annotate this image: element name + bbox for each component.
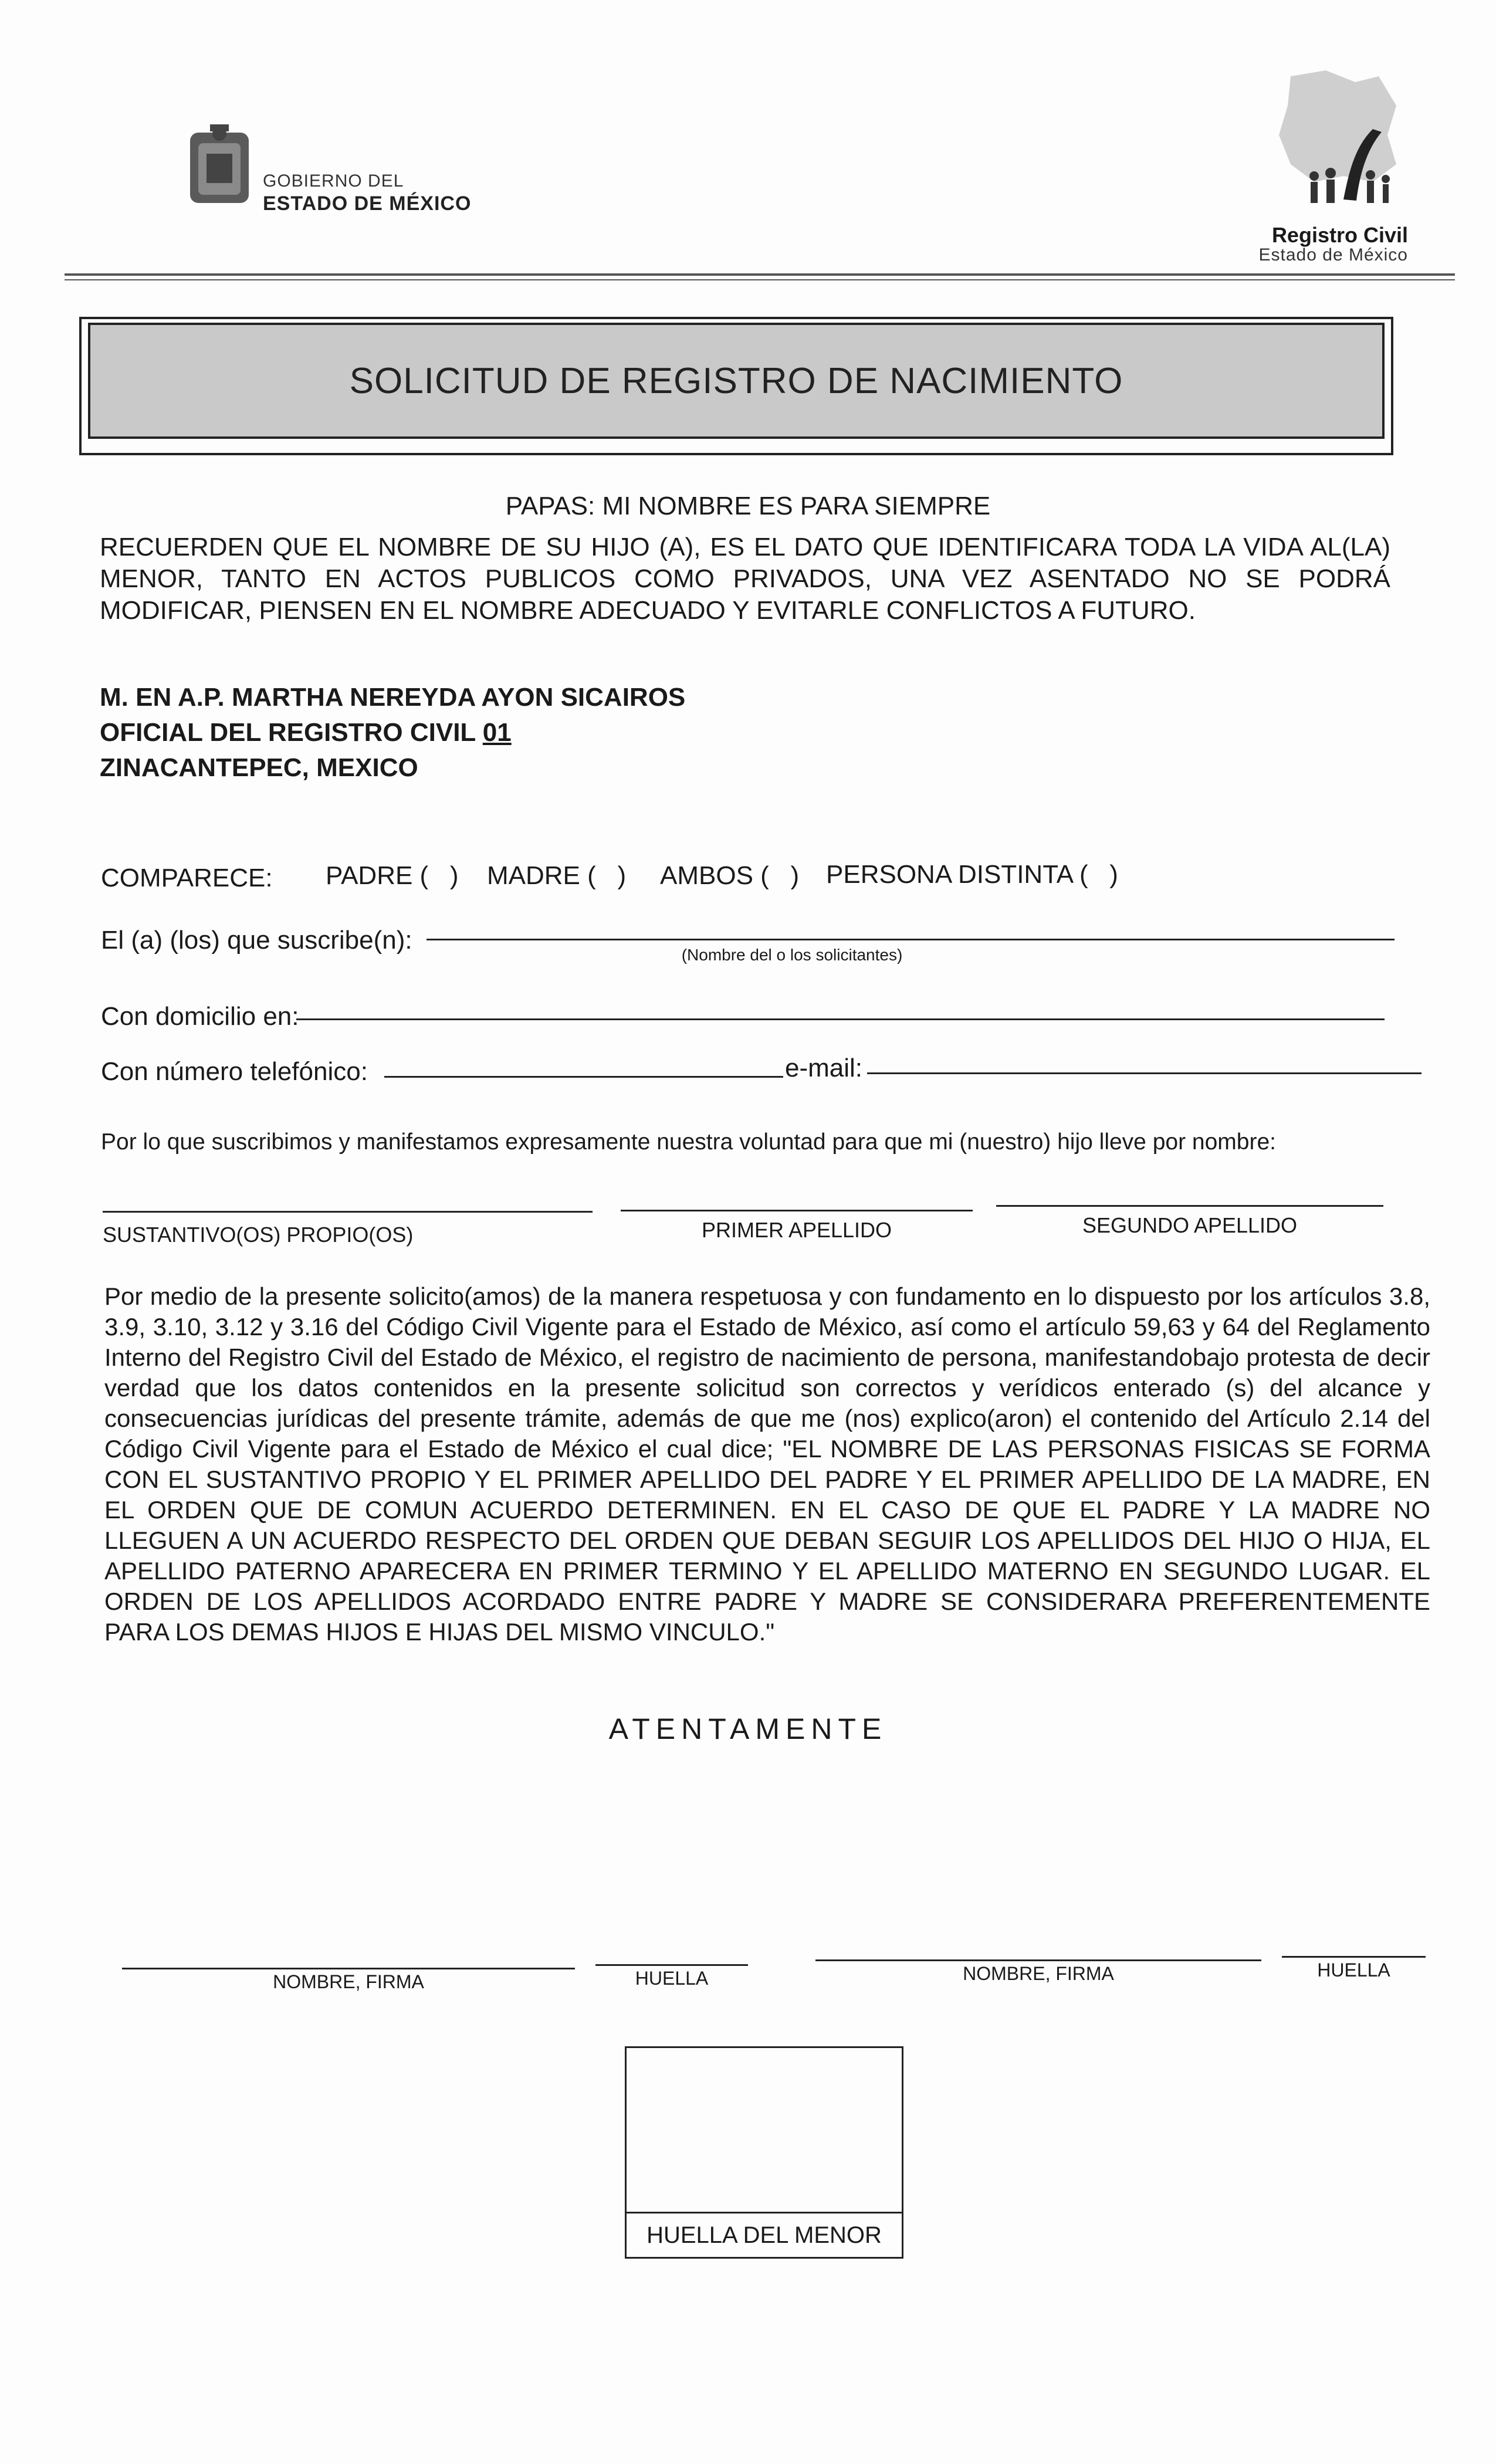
government-label-line2: ESTADO DE MÉXICO xyxy=(263,192,472,215)
signature-line-1[interactable] xyxy=(122,1968,575,1969)
signature-caption-1: NOMBRE, FIRMA xyxy=(273,1971,424,1992)
domicilio-input[interactable] xyxy=(296,1018,1385,1020)
registro-civil-logo-icon xyxy=(1255,65,1402,223)
email-input[interactable] xyxy=(867,1072,1421,1074)
minor-fingerprint-box[interactable] xyxy=(625,2046,903,2259)
official-location: ZINACANTEPEC, MEXICO xyxy=(100,753,418,782)
second-surname-caption: SEGUNDO APELLIDO xyxy=(1082,1213,1298,1237)
notice-body: RECUERDEN QUE EL NOMBRE DE SU HIJO (A), ES EL DATO QUE IDENTIFICARA TODA LA VIDA AL(LA) MENOR, TANTO EN ACTOS PUBLICOS COMO PRIVADOS, UNA VEZ ASENTADO NO SE PODRÁ MODIFICAR, PIENSEN EN EL NOMBRE ADECUADO Y EVITARLE CONFLICTOS A FUTURO. xyxy=(100,533,1390,625)
option-persona-distinta[interactable]: PERSONA DISTINTA ( ) xyxy=(826,860,1118,889)
state-seal-icon xyxy=(187,124,252,207)
email-label: e-mail: xyxy=(785,1054,863,1082)
official-title-text: OFICIAL DEL REGISTRO CIVIL xyxy=(100,718,483,747)
suscribe-caption: (Nombre del o los solicitantes) xyxy=(681,946,903,964)
registry-state: Estado de México xyxy=(1258,245,1408,265)
option-ambos[interactable]: AMBOS ( ) xyxy=(660,861,800,890)
option-madre[interactable]: MADRE ( ) xyxy=(487,861,627,890)
government-label-line1: GOBIERNO DEL xyxy=(263,171,404,191)
closing-text: ATENTAMENTE xyxy=(608,1712,888,1745)
first-surname-input[interactable] xyxy=(621,1210,973,1211)
given-name-input[interactable] xyxy=(103,1211,593,1213)
official-title xyxy=(100,717,1273,749)
fingerprint-line-1[interactable] xyxy=(595,1964,748,1966)
fingerprint-caption-2: HUELLA xyxy=(1317,1959,1390,1981)
office-number: 01 xyxy=(482,718,512,747)
declaration-text: Por lo que suscribimos y manifestamos expresamente nuestra voluntad para que mi (nuestro) hijo lleve por nombre: xyxy=(101,1129,1276,1155)
header-divider-thin xyxy=(65,279,1455,280)
suscribe-input[interactable] xyxy=(427,939,1395,940)
suscribe-label: El (a) (los) que suscribe(n): xyxy=(101,926,412,955)
registry-name: Registro Civil xyxy=(1271,223,1408,247)
official-name: M. EN A.P. MARTHA NEREYDA AYON SICAIROS xyxy=(100,683,686,712)
given-name-caption: SUSTANTIVO(OS) PROPIO(OS) xyxy=(103,1223,414,1247)
signature-caption-2: NOMBRE, FIRMA xyxy=(963,1963,1114,1984)
comparece-label: COMPARECE: xyxy=(101,864,273,892)
title-box xyxy=(88,323,1385,439)
fingerprint-line-2[interactable] xyxy=(1282,1956,1426,1958)
header-divider xyxy=(65,273,1455,276)
form-title: SOLICITUD DE REGISTRO DE NACIMIENTO xyxy=(349,360,1123,401)
legal-text: Por medio de la presente solicito(amos) de la manera respetuosa y con fundamento en lo dispuesto por los artículos 3.8, 3.9, 3.10, 3.12 y 3.16 del Código Civil Vigente para el Estado de México, así como el artículo 59,63 y 64 del Reglamento Interno del Registro Civil del Estado de México, el registro de nacimiento de persona, manifestandobajo protesta de decir verdad que los datos contenidos en la presente solicitud son correctos y verídicos enterado (s) del alcance y consecuencias jurídicas del presente trámite, además de que me (nos) explico(aron) el contenido del Artículo 2.14 del Código Civil Vigente para el Estado de México el cual dice; "EL NOMBRE DE LAS PERSONAS FISICAS SE FORMA CON EL SUSTANTIVO PROPIO Y EL PRIMER APELLIDO DEL PADRE Y EL PRIMER APELLIDO DE LA MADRE, EN EL ORDEN QUE DE COMUN ACUERDO DETERMINEN. EN EL CASO DE QUE EL PADRE Y LA MADRE NO LLEGUEN A UN ACUERDO RESPECTO DEL ORDEN QUE DEBAN SEGUIR LOS APELLIDOS DEL HIJO O HIJA, EL APELLIDO PATERNO APARECERA EN PRIMER TERMINO Y EL APELLIDO MATERNO EN SEGUNDO LUGAR. EL ORDEN DE LOS APELLIDOS ACORDADO ENTRE PADRE Y MADRE SE CONSIDERARA PREFERENTEMENTE PARA LOS DEMAS HIJOS E HIJAS DEL MISMO VINCULO." xyxy=(104,1282,1430,1646)
fingerprint-caption-1: HUELLA xyxy=(635,1968,709,1989)
telefono-input[interactable] xyxy=(384,1076,783,1078)
domicilio-label: Con domicilio en: xyxy=(101,1002,299,1031)
option-padre[interactable]: PADRE ( ) xyxy=(326,861,459,890)
second-surname-input[interactable] xyxy=(996,1205,1383,1207)
minor-fingerprint-label: HUELLA DEL MENOR xyxy=(625,2212,903,2259)
telefono-label: Con número telefónico: xyxy=(101,1057,368,1086)
first-surname-caption: PRIMER APELLIDO xyxy=(701,1218,892,1242)
signature-line-2[interactable] xyxy=(815,1959,1261,1961)
notice-heading: PAPAS: MI NOMBRE ES PARA SIEMPRE xyxy=(505,492,991,520)
